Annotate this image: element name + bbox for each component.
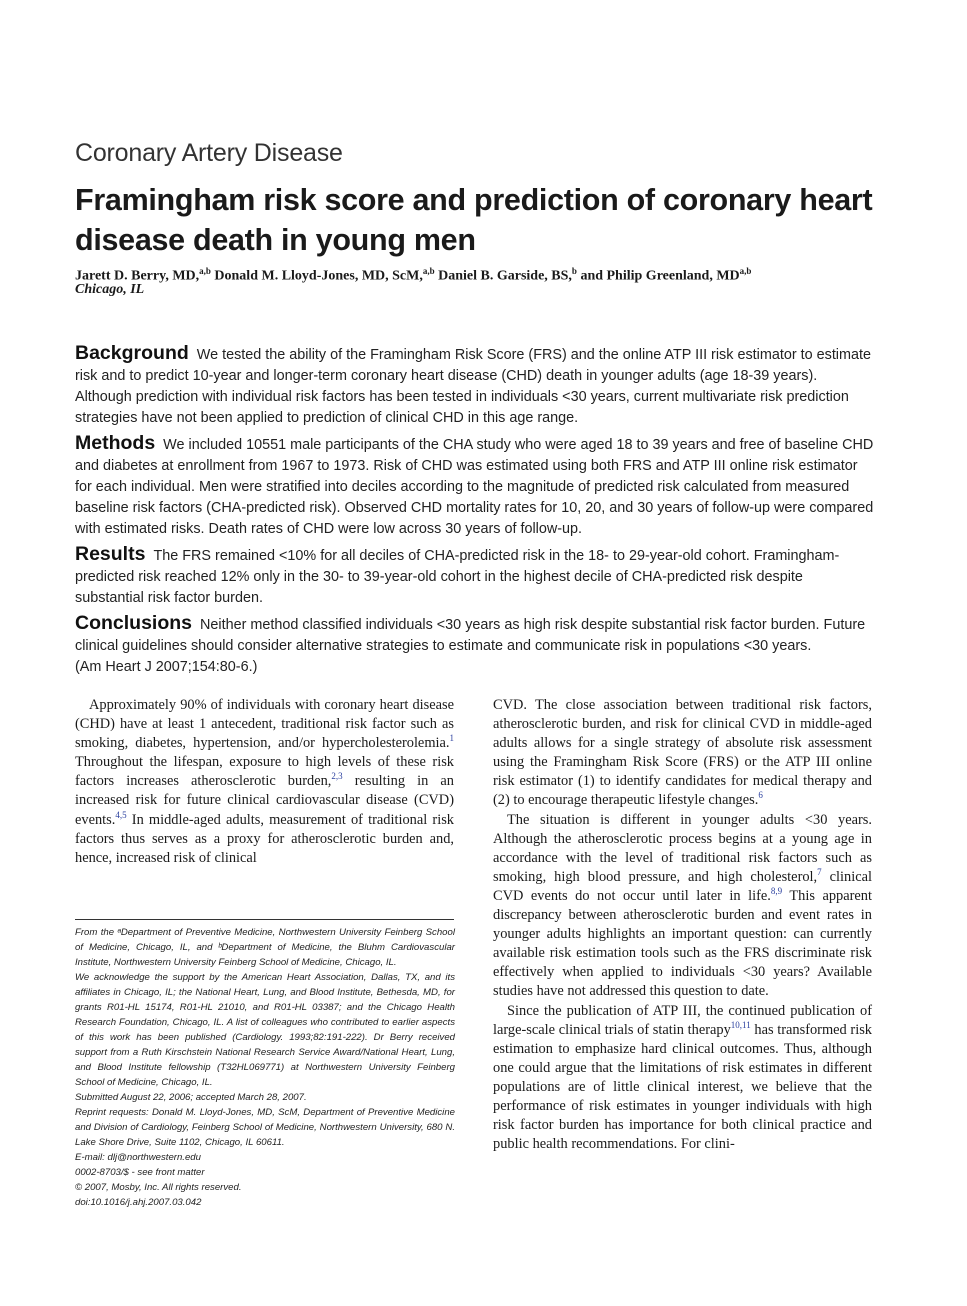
reference-link[interactable]: 1 <box>449 733 454 744</box>
reference-link[interactable]: 6 <box>758 790 763 801</box>
abstract <box>75 343 875 682</box>
abstract-text: We included 10551 male participants of the CHA study who were aged 18 to 39 years and free of baseline CHD and diabetes at enrollment from 1967 to 1973. Risk of CHD was estimated using both FRS and ATP III online risk estimator for each individual. Men were stratified into deciles according to the magnitude of predicted risk calculated from measured baseline risk factors (CHA-predicted risk). Observed CHD mortality rates for 10, 20, and 30 years of follow-up were compared with estimated risks. Death rates of CHD were low across 30 years of follow-up. <box>75 437 874 537</box>
footnote-reprint: Reprint requests: Donald M. Lloyd-Jones, MD, ScM, Department of Preventive Medicine and Division of Cardiology, Feinberg School of Medicine, Northwestern University, 680 N. Lake Shore Drive, Suite 1102, Chicago, IL 60611. <box>75 1107 455 1148</box>
section-label: Coronary Artery Disease <box>75 139 343 167</box>
body-paragraph: CVD. The close association between traditional risk factors, atherosclerotic burden, and risk for clinical CVD in middle-aged adults allows for a single strategy of absolute risk assessment using the Framingham Risk Score (FRS) or the ATP III online risk estimator (1) to identify candidates for medical therapy and (2) to encourage therapeutic lifestyle changes.$^6$ <box>493 697 872 809</box>
abstract-text: We tested the ability of the Framingham Risk Score (FRS) and the online ATP III risk estimator to estimate risk and to predict 10-year and longer-term coronary heart disease (CHD) death in younger adults (age 18-39 years). Although prediction with individual risk factors has been tested in individuals <30 years, current multivariate risk prediction strategies have not been applied to prediction of clinical CHD in this age range. <box>75 347 872 426</box>
abstract-heading: Background <box>75 342 189 364</box>
abstract-text: The FRS remained <10% for all deciles of CHA-predicted risk in the 18- to 29-year-old cohort. Framingham-predicted risk reached 12% only in the 30- to 39-year-old cohort in the highest decile of CHA-predicted risk despite substantial risk factor burden. <box>75 548 840 606</box>
footnote-acknowledgment: We acknowledge the support by the American Heart Association, Dallas, TX, and its affiliates in Chicago, IL; the National Heart, Lung, and Blood Institute, Bethesda, MD, for grants R01-HL 15174, R01-HL 21010, and R01-HL 03387; and the Chicago Health Research Foundation, Chicago, IL. A list of colleagues who contributed to earlier aspects of this work has been published (Cardiology. 1993;82:191-222). Dr Berry received support from a Ruth Kirschstein National Research Service Award/National Heart, Lung, and Blood Institute fellowship (T32HL069771) at Northwestern University Feinberg School of Medicine, Chicago, IL. <box>75 972 455 1088</box>
abstract-methods <box>75 433 875 540</box>
footnotes <box>75 925 455 1210</box>
footnote-doi[interactable]: doi:10.1016/j.ahj.2007.03.042 <box>75 1197 202 1208</box>
abstract-heading: Methods <box>75 432 156 454</box>
author-name: Jarett D. Berry, MD, <box>75 268 200 284</box>
author-affiliation: a,b <box>199 266 211 276</box>
reference-link[interactable]: 10,11 <box>730 1019 751 1030</box>
footnote-issn: 0002-8703/$ - see front matter <box>75 1167 205 1178</box>
journal-citation: (Am Heart J 2007;154:80-6.) <box>75 659 258 675</box>
body-paragraph: Since the publication of ATP III, the continued publication of large-scale clinical trials of statin therapy$^{10,11}$ has transformed risk estimation to emphasize hard clinical outcomes. Thus, although one could argue that the limitations of risk estimates in different populations are of little clinical interest, we believe that the performance of risk estimates in younger individuals with high risk factor burden has importance for both clinical practice and public health recommendations. For clini- <box>493 1002 872 1153</box>
reference-link[interactable]: 2,3 <box>331 771 343 782</box>
footnote-affiliations: From the ᵃDepartment of Preventive Medicine, Northwestern University Feinberg School of Medicine, Chicago, IL, and ᵇDepartment of Medicine, the Bluhm Cardiovascular Institute, Northwestern University Feinberg School of Medicine, Chicago, IL. <box>75 927 455 968</box>
reference-link[interactable]: 4,5 <box>115 809 127 820</box>
page-title: Framingham risk score and prediction of coronary heart disease death in young men <box>75 183 873 257</box>
body-paragraph: Approximately 90% of individuals with coronary heart disease (CHD) have at least 1 antecedent, traditional risk factor such as smoking, diabetes, hypertension, and/or hypercholesterolemia.$^1$ Throughout the lifespan, exposure to high levels of these risk factors increases atherosclerotic burden,$^{2,3}$ resulting in an increased risk for future clinical cardiovascular disease (CVD) events.$^{4,5}$ In middle-aged adults, measurement of traditional risk factors thus serves as a proxy for atherosclerotic burden and, hence, increased risk of clinical <box>75 697 454 866</box>
abstract-text: Neither method classified individuals <30 years as high risk despite substantial risk factor burden. Future clinical guidelines should consider alternative strategies to estimate and communicate risk in populations <30 years. <box>75 617 866 654</box>
footnote-copyright: © 2007, Mosby, Inc. All rights reserved. <box>75 1182 242 1193</box>
abstract-heading: Results <box>75 543 146 565</box>
body-column-right <box>493 696 872 1154</box>
author-location: Chicago, IL <box>75 282 145 297</box>
author-name: Donald M. Lloyd-Jones, MD, ScM, <box>214 268 423 284</box>
author-name: and Philip Greenland, MD <box>580 268 740 284</box>
footnote-divider <box>75 919 454 920</box>
footnote-submitted: Submitted August 22, 2006; accepted March 28, 2007. <box>75 1092 307 1103</box>
abstract-heading: Conclusions <box>75 612 193 634</box>
author-affiliation: a,b <box>739 266 752 276</box>
footnote-email[interactable]: E-mail: dlj@northwestern.edu <box>75 1152 201 1163</box>
body-paragraph: The situation is different in younger adults <30 years. Although the atherosclerotic process begins at a young age in accordance with the level of traditional risk factors such as smoking, high blood pressure, and high cholesterol,$^7$ clinical CVD events do not occur until later in life.$^{8,9}$ This apparent discrepancy between atherosclerotic burden and event rates in younger adults highlights an important question: can currently available risk estimation tools such as the FRS discriminate risk effectively when applied to individuals <30 years? Available studies have not addressed this question to date. <box>493 811 873 1000</box>
abstract-conclusions <box>75 613 875 678</box>
reference-link[interactable]: 8,9 <box>770 886 783 897</box>
author-affiliation: a,b <box>422 266 435 276</box>
body-column-left <box>75 696 454 868</box>
author-list <box>75 262 925 286</box>
author-name: Daniel B. Garside, BS, <box>438 268 572 284</box>
abstract-results <box>75 544 875 609</box>
reference-link[interactable]: 7 <box>817 867 822 878</box>
author-affiliation: b <box>571 266 577 276</box>
abstract-background <box>75 343 875 429</box>
